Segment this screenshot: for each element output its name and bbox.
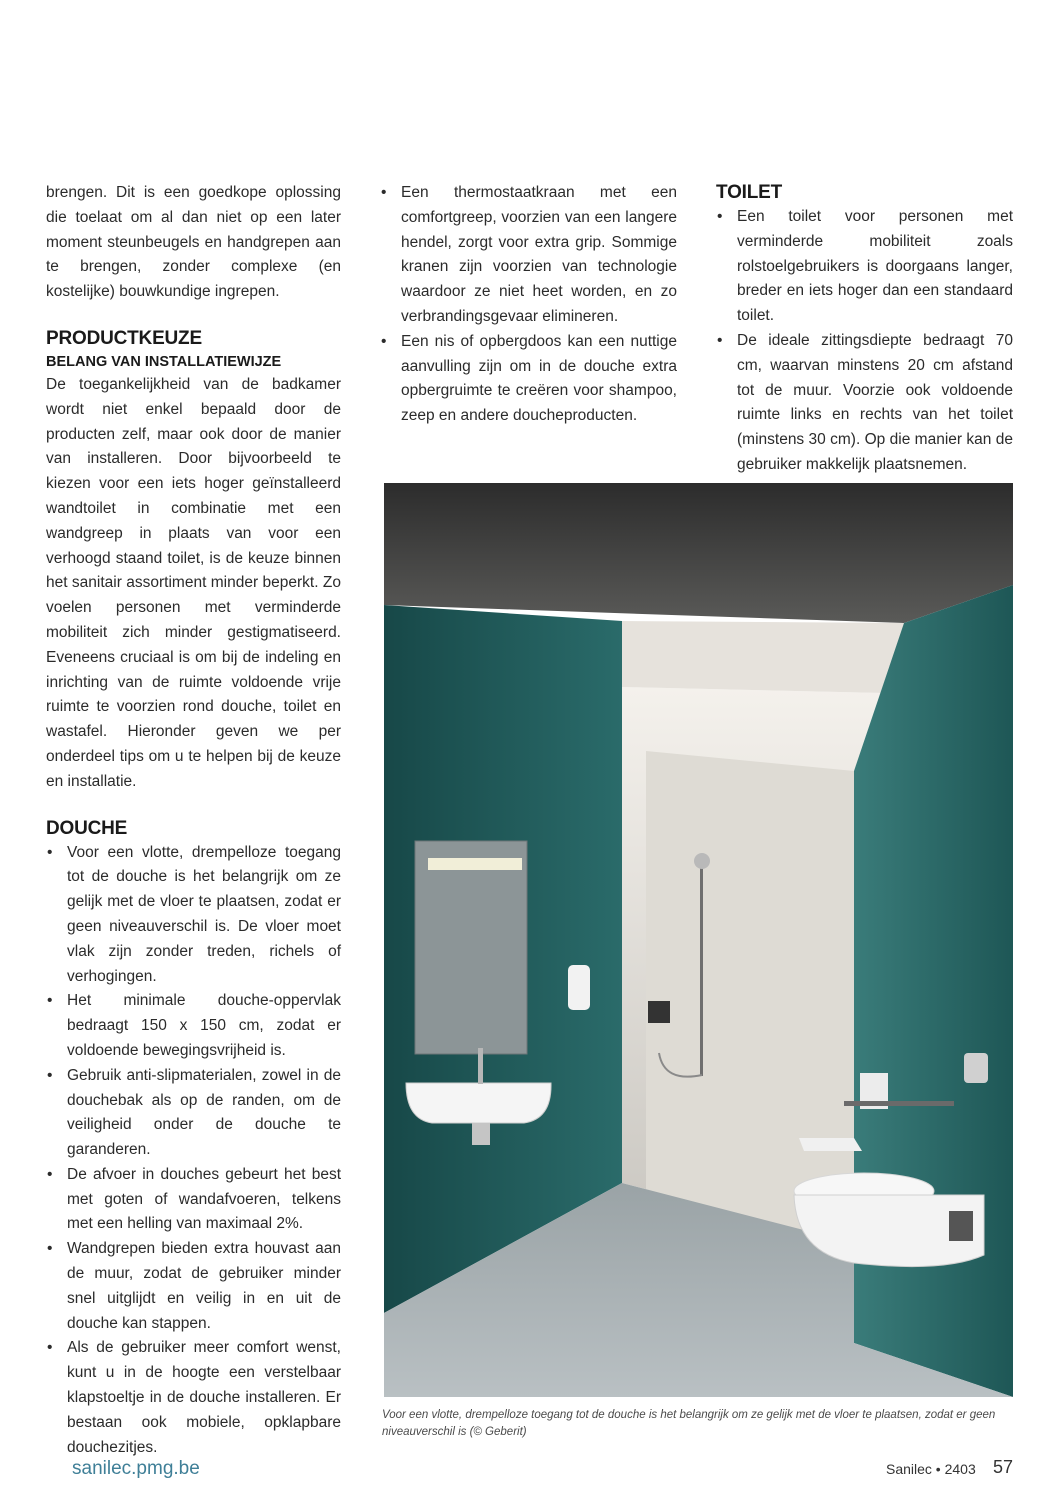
mirror-light xyxy=(428,858,522,870)
list-item: • Het minimale douche-oppervlak bedraagt 150 x 150 cm, zodat er voldoende bewegingsvrijheid is. xyxy=(46,989,341,1063)
washbasin xyxy=(406,1083,551,1123)
column-left xyxy=(46,181,341,1460)
soap-dispenser xyxy=(568,965,590,1010)
thermostat-control xyxy=(648,1001,670,1023)
toilet-grip xyxy=(949,1211,973,1241)
bathroom-photo xyxy=(384,483,1013,1397)
douche-list xyxy=(46,841,341,1461)
page-number: 57 xyxy=(993,1457,1014,1477)
ceiling xyxy=(384,483,1013,623)
column-right xyxy=(716,181,1013,478)
basin-siphon xyxy=(472,1123,490,1145)
section-heading-toilet: TOILET xyxy=(716,182,783,203)
list-item: • Een toilet voor personen met verminderde mobiliteit zoals rolstoelgebruikers is doorgaans langer, breder en iets hoger dan een standaard toilet. xyxy=(716,205,1013,329)
shower-header xyxy=(622,621,904,693)
right-wall xyxy=(854,585,1013,1397)
flush-plate xyxy=(964,1053,988,1083)
list-item: • Gebruik anti-slipmaterialen, zowel in de douchebak als op de randen, om de veiligheid onder de douche te garanderen. xyxy=(46,1064,341,1163)
list-item: • Als de gebruiker meer comfort wenst, kunt u in de hoogte een verstelbaar klapstoeltje in de douche installeren. Er bestaan ook mobiele, opklapbare douchezitjes. xyxy=(46,1336,341,1460)
grab-bar xyxy=(844,1101,954,1106)
photo-caption: Voor een vlotte, drempelloze toegang tot de douche is het belangrijk om ze gelijk met de vloer te plaatsen, zodat er geen niveauverschil is (© Geberit) xyxy=(382,1409,996,1438)
shower-head xyxy=(694,853,710,869)
faucet xyxy=(478,1048,483,1084)
mirror xyxy=(415,841,527,1054)
douche-list-continued xyxy=(380,181,677,429)
list-item: • De ideale zittingsdiepte bedraagt 70 cm, waarvan minstens 20 cm afstand tot de muur. Voorzie ook voldoende ruimte links en rechts van het toilet (minstens 30 cm). Op die manier kan de gebruiker makkelijk plaatsnemen. xyxy=(716,329,1013,478)
column-middle xyxy=(380,181,677,429)
intro-paragraph: brengen. Dit is een goedkope oplossing die toelaat om al dan niet op een later moment steunbeugels en handgrepen aan te brengen, zonder complexe (en kostelijke) bouwkundige ingrepen. xyxy=(46,184,341,301)
section-heading-productkeuze: PRODUCTKEUZE xyxy=(46,327,202,349)
list-item: • Een thermostaatkraan met een comfortgreep, voorzien van een langere hendel, zorgt voor extra grip. Sommige kranen zijn voorzien van technologie waardoor ze niet heet worden, en zo verbrandingsgevaar elimineren. xyxy=(380,181,677,330)
list-item: • Een nis of opbergdoos kan een nuttige aanvulling zijn om in de douche extra opbergruimte te creëren voor shampoo, zeep en andere doucheproducten. xyxy=(380,330,677,429)
section-heading-douche: DOUCHE xyxy=(46,817,128,839)
shower-rail xyxy=(700,868,703,1076)
list-item: • Voor een vlotte, drempelloze toegang tot de douche is het belangrijk om ze gelijk met de vloer te plaatsen, zodat er geen niveauverschil is. De vloer moet vlak zijn zonder treden, richels of verhogingen. xyxy=(46,841,341,990)
toilet-list xyxy=(716,205,1013,478)
list-item: • Wandgrepen bieden extra houvast aan de muur, zodat de gebruiker minder snel uitglijdt en veilig in en uit de douche kan stappen. xyxy=(46,1237,341,1336)
shower-back-wall xyxy=(646,751,854,1243)
productkeuze-paragraph: De toegankelijkheid van de badkamer wordt niet enkel bepaald door de producten zelf, maar ook door de manier van installeren. Door bijvoorbeeld te kiezen voor een iets hoger geïnstalleerd wandtoilet in combinatie met een wandgreep in plaats van voor een verhoogd staand toilet, is de keuze binnen het sanitair assortiment minder beperkt. Zo voelen personen met verminderde mobiliteit zich minder gestigmatiseerd. Eveneens cruciaal is om bij de indeling en inrichting van de ruimte voldoende vrije ruimte te voorzien rond douche, toilet en wastafel. Hieronder geven we per onderdeel tips om u te helpen bij de keuze en installatie. xyxy=(46,375,341,790)
subheading-installatiewijze: BELANG VAN INSTALLATIEWIJZE xyxy=(46,353,282,370)
footer-website[interactable]: sanilec.pmg.be xyxy=(72,1458,200,1479)
footer-magazine-issue: Sanilec • 2403 xyxy=(886,1461,976,1477)
list-item: • De afvoer in douches gebeurt het best met goten of wandafvoeren, telkens met een helling van maximaal 2%. xyxy=(46,1163,341,1237)
fold-seat xyxy=(799,1138,862,1151)
